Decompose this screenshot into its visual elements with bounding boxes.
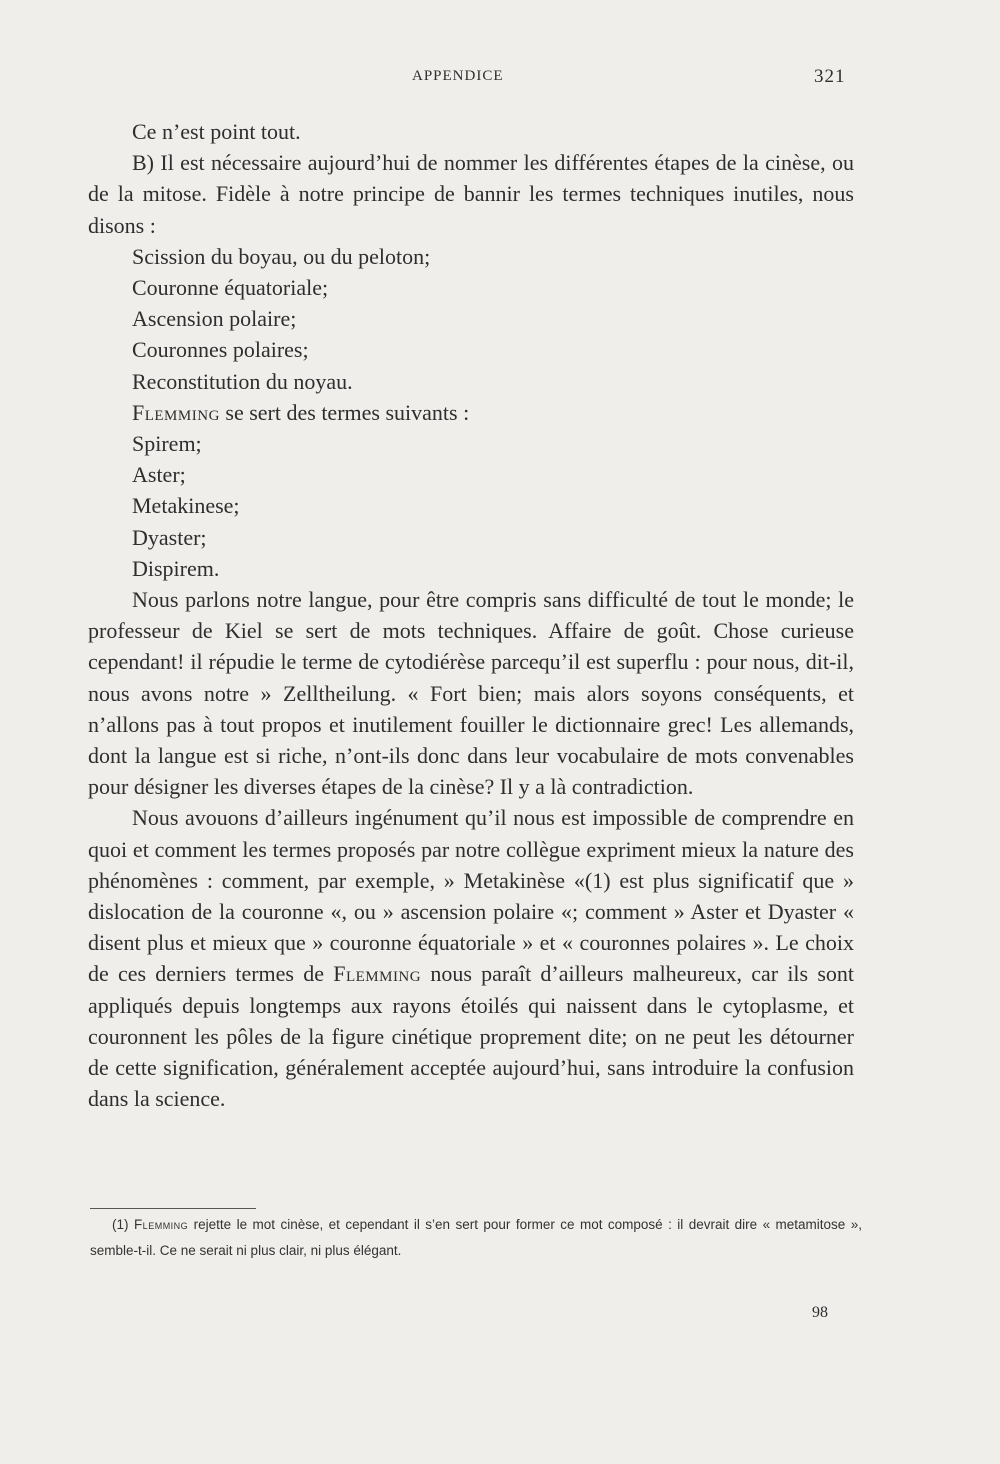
list-item-reconstitution: Reconstitution du noyau. xyxy=(132,368,353,394)
paragraph-5-part-2: nous paraît d’ailleurs malheureux, car ils sont appliqués depuis longtemps aux rayons étoilés qui naissent dans le cytoplasme, et couronnent les pôles de la figure cinétique proprement dite; on ne peut les détourner de cette signification, généralement acceptée aujourd’hui, sans introduire la confusion dans la science. xyxy=(88,961,854,1112)
list-item-metakinese: Metakinese; xyxy=(132,493,240,519)
footnote-text xyxy=(90,1212,862,1264)
footnote-author: Flemming xyxy=(133,1217,189,1232)
footnote-divider xyxy=(90,1208,256,1209)
paragraph-5 xyxy=(88,802,854,1114)
running-head xyxy=(0,66,1000,92)
list-item-couronnes-polaires: Couronnes polaires; xyxy=(132,337,309,363)
list-item-scission: Scission du boyau, ou du peloton; xyxy=(132,243,431,269)
list-item-spirem: Spirem; xyxy=(132,431,202,457)
list-item-couronne-equatoriale: Couronne équatoriale; xyxy=(132,275,329,301)
author-name: Flemming xyxy=(333,961,422,987)
author-name: Flemming xyxy=(132,399,220,425)
paragraph-1: Ce n’est point tout. xyxy=(132,119,301,144)
list-item-dyaster: Dyaster; xyxy=(132,524,207,550)
signature-mark: 98 xyxy=(812,1304,828,1321)
running-title: APPENDICE xyxy=(412,68,504,84)
page-number: 321 xyxy=(814,66,846,87)
list-item-dispirem: Dispirem. xyxy=(132,555,220,581)
paragraph-5-part-1: Nous avouons d’ailleurs ingénument qu’il nous est impossible de comprendre en quoi et comment les termes proposés par notre collègue expriment mieux la nature des phénomènes : comment, par exemple, » Metakinèse «(1) est plus significatif que » dislocation de la couronne «, ou » ascension polaire «; comment » Aster et Dyaster « disent plus et mieux que » couronne équatoriale » et « couronnes polaires ». Le choix de ces derniers termes de xyxy=(88,805,854,987)
list-item-ascension-polaire: Ascension polaire; xyxy=(132,306,297,332)
paragraph-2: B) Il est nécessaire aujourd’hui de nommer les différentes étapes de la cinèse, ou de la mitose. Fidèle à notre principe de bannir les termes techniques inutiles, nous disons : xyxy=(88,150,854,238)
body-text xyxy=(88,116,854,1115)
footnote xyxy=(90,1212,862,1264)
footnote-marker: (1) xyxy=(112,1217,134,1232)
list-item-aster: Aster; xyxy=(132,462,186,488)
paragraph-3-text: se sert des termes suivants : xyxy=(219,399,470,425)
paragraph-4: Nous parlons notre langue, pour être compris sans difficulté de tout le monde; le professeur de Kiel se sert de mots techniques. Affaire de goût. Chose curieuse cependant! il répudie le terme de cytodiérèse parcequ’il est superflu : pour nous, dit-il, nous avons notre » Zelltheilung. « Fort bien; mais alors soyons conséquents, et n’allons pas à tout propos et inutilement fouiller le dictionnaire grec! Les allemands, dont la langue est si riche, n’ont-ils donc dans leur vocabulaire de mots convenables pour désigner les diverses étapes de la cinèse? Il y a là contradiction. xyxy=(88,587,854,800)
footnote-body: rejette le mot cinèse, et cependant il s’en sert pour former ce mot composé : il devrait dire « metamitose », semble-t-il. Ce ne serait ni plus clair, ni plus élégant. xyxy=(90,1217,863,1258)
paragraph-3 xyxy=(88,397,854,428)
